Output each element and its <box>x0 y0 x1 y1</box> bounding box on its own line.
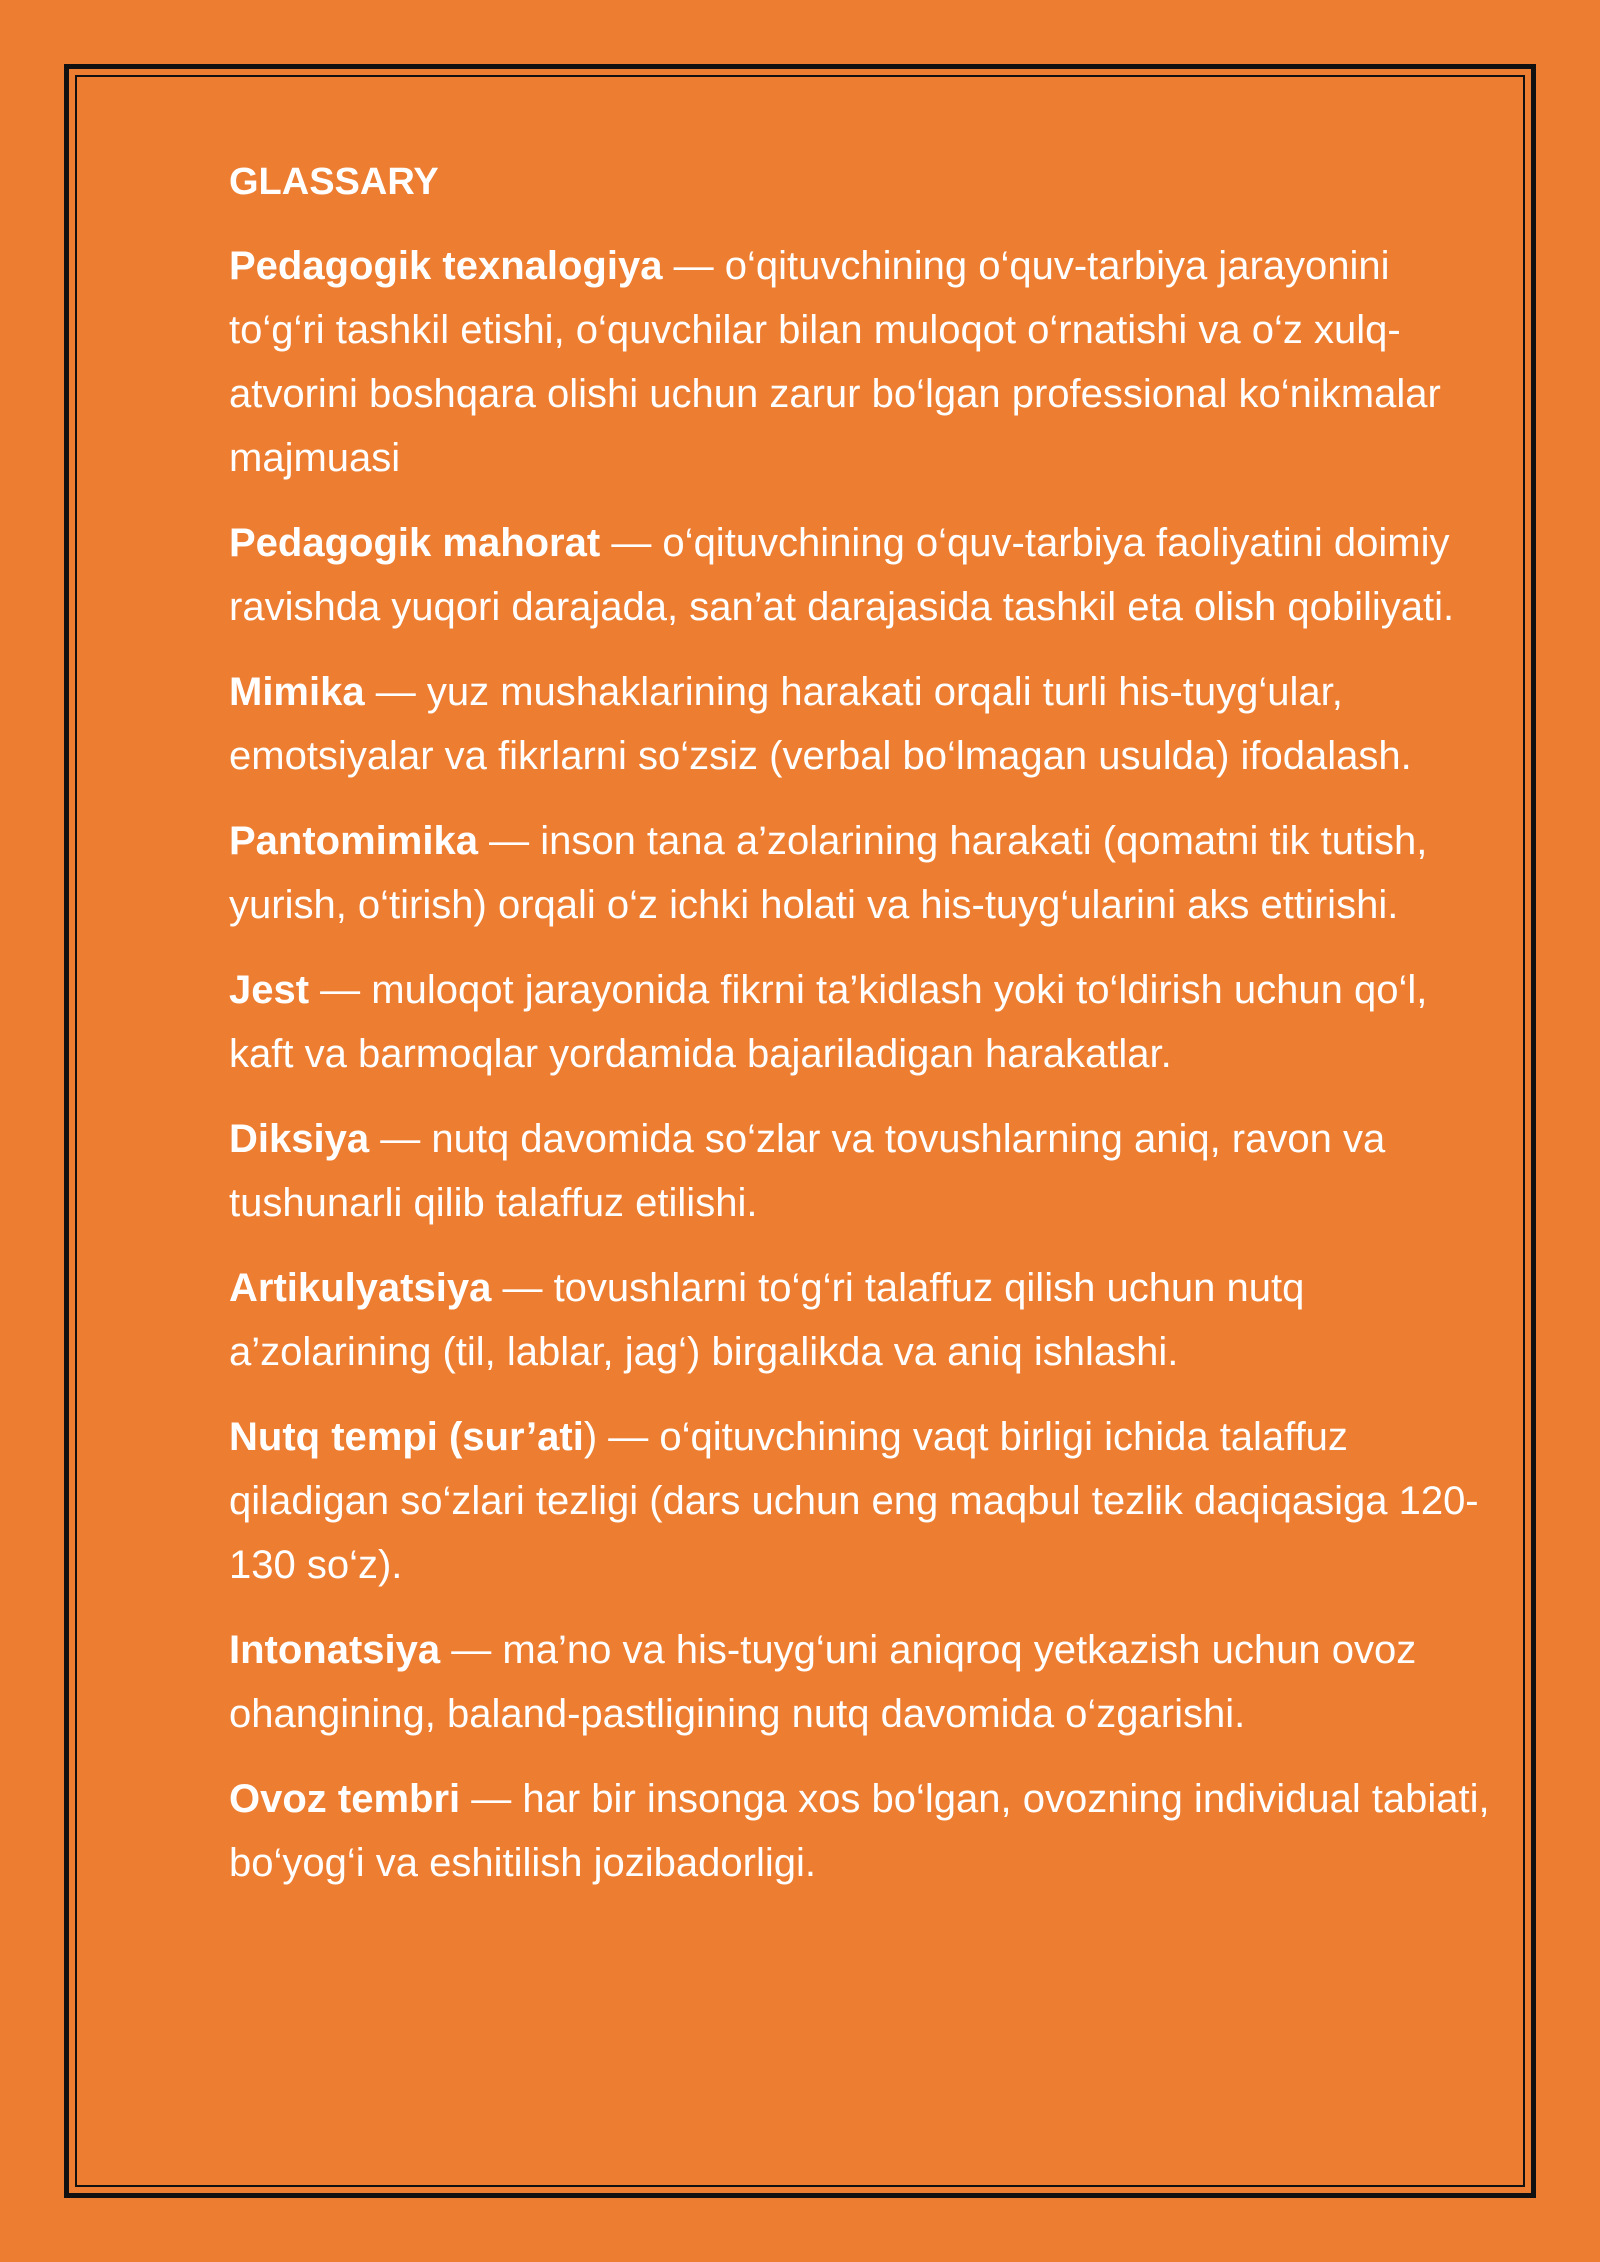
glossary-definition: — har bir insonga xos bo‘lgan, ovozning individual tabiati, bo‘yog‘i va eshitilish jozibadorligi. <box>229 1777 1490 1885</box>
glossary-definition: — nutq davomida so‘zlar va tovushlarning aniq, ravon va tushunarli qilib talaffuz etilishi. <box>229 1117 1386 1225</box>
glossary-definition: — ma’no va his-tuyg‘uni aniqroq yetkazish uchun ovoz ohangining, baland-pastligining nutq davomida o‘zgarishi. <box>229 1628 1417 1736</box>
glossary-entry <box>229 958 1491 1086</box>
glossary-entry <box>229 660 1491 788</box>
glossary-definition: — inson tana a’zolarining harakati (qomatni tik tutish, yurish, o‘tirish) orqali o‘z ichki holati va his-tuyg‘ularini aks ettirishi. <box>229 819 1428 927</box>
glossary-section <box>229 150 1491 1916</box>
glossary-definition: — o‘qituvchining o‘quv-tarbiya jarayonini to‘g‘ri tashkil etishi, o‘quvchilar bilan muloqot o‘rnatishi va o‘z xulq-atvorini boshqara olishi uchun zarur bo‘lgan professional ko‘nikmalar majmuasi <box>229 244 1441 480</box>
glossary-term: Pantomimika <box>229 819 478 863</box>
glossary-term: Intonatsiya <box>229 1628 441 1672</box>
glossary-term: Pedagogik mahorat <box>229 521 601 565</box>
glossary-entry <box>229 1256 1491 1384</box>
glossary-term: Pedagogik texnalogiya <box>229 244 663 288</box>
glossary-entry <box>229 1767 1491 1895</box>
glossary-definition: — muloqot jarayonida fikrni ta’kidlash yoki to‘ldirish uchun qo‘l, kaft va barmoqlar yordamida bajariladigan harakatlar. <box>229 968 1428 1076</box>
glossary-definition: — o‘qituvchining o‘quv-tarbiya faoliyatini doimiy ravishda yuqori darajada, san’at darajasida tashkil eta olish qobiliyati. <box>229 521 1455 629</box>
glossary-entry <box>229 1405 1491 1597</box>
glossary-term: Diksiya <box>229 1117 370 1161</box>
glossary-entry <box>229 1107 1491 1235</box>
glossary-term: Nutq tempi (sur’ati <box>229 1415 584 1459</box>
glossary-definition: ) — o‘qituvchining vaqt birligi ichida talaffuz qiladigan so‘zlari tezligi (dars uchun eng maqbul tezlik daqiqasiga 120-130 so‘z). <box>229 1415 1479 1587</box>
glossary-heading: GLASSARY <box>229 161 439 203</box>
glossary-entry <box>229 234 1491 490</box>
glossary-term: Mimika <box>229 670 365 714</box>
glossary-term: Ovoz tembri <box>229 1777 461 1821</box>
glossary-term: Artikulyatsiya <box>229 1266 492 1310</box>
glossary-entry <box>229 809 1491 937</box>
glossary-definition: — yuz mushaklarining harakati orqali turli his-tuyg‘ular, emotsiyalar va fikrlarni so‘zsiz (verbal bo‘lmagan usulda) ifodalash. <box>229 670 1412 778</box>
glossary-term: Jest <box>229 968 310 1012</box>
glossary-entry <box>229 1618 1491 1746</box>
glossary-definition: — tovushlarni to‘g‘ri talaffuz qilish uchun nutq a’zolarining (til, lablar, jag‘) birgalikda va aniq ishlashi. <box>229 1266 1305 1374</box>
glossary-entry <box>229 511 1491 639</box>
